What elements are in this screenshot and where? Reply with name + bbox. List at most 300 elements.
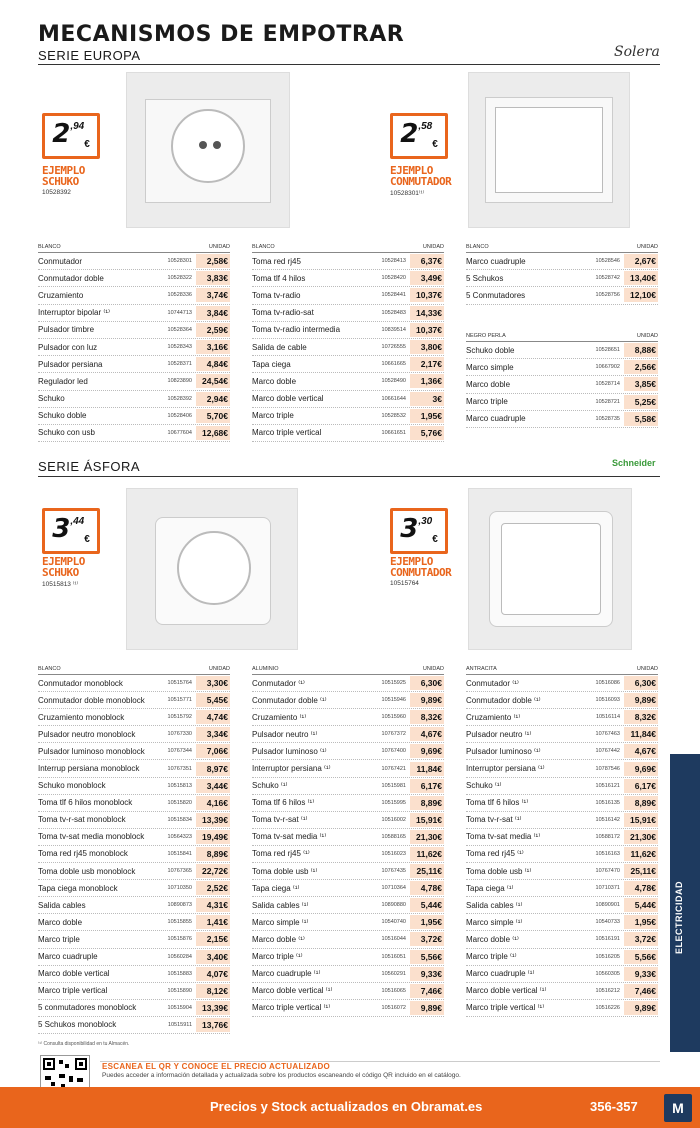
table-row xyxy=(252,692,444,709)
product-price: 19,49€ xyxy=(196,830,230,844)
product-name: Salida de cable xyxy=(252,342,307,352)
product-code: 10767470 xyxy=(595,868,620,875)
product-price: 3,85€ xyxy=(624,377,658,391)
product-name: Conmutador doble ⁽¹⁾ xyxy=(466,695,541,705)
product-price: 13,40€ xyxy=(624,271,658,285)
section-tab-electricidad: ELECTRICIDAD xyxy=(670,754,700,1052)
product-name: 5 Schukos xyxy=(466,273,504,283)
product-price: 8,89€ xyxy=(410,796,444,810)
table-row xyxy=(252,287,444,304)
product-price: 3,74€ xyxy=(196,288,230,302)
product-name: Toma tlf 4 hilos xyxy=(252,273,306,283)
table-row xyxy=(466,253,658,270)
product-code: 10515841 xyxy=(167,850,192,857)
table-row xyxy=(252,846,444,863)
product-code: 10528721 xyxy=(595,398,620,405)
product-price: 9,89€ xyxy=(624,693,658,707)
product-price: 8,89€ xyxy=(196,847,230,861)
product-code: 10528322 xyxy=(167,275,192,282)
product-code: 10516163 xyxy=(595,850,620,857)
product-name: Marco doble xyxy=(38,917,83,927)
table-row xyxy=(252,778,444,795)
table-row xyxy=(38,812,230,829)
product-name: Pulsador luminoso monoblock xyxy=(38,746,145,756)
product-name: Marco simple xyxy=(466,362,514,372)
product-price: 8,32€ xyxy=(624,710,658,724)
product-code: 10767442 xyxy=(595,748,620,755)
product-name: Tapa ciega monoblock xyxy=(38,883,118,893)
table-europa-blanco-3 xyxy=(466,244,658,305)
product-name: Toma tv-sat media ⁽¹⁾ xyxy=(252,832,327,842)
product-price: 9,69€ xyxy=(410,744,444,758)
table-row xyxy=(252,760,444,777)
product-code: 10767351 xyxy=(167,765,192,772)
table-row xyxy=(466,983,658,1000)
product-price: 2,52€ xyxy=(196,881,230,895)
table-row xyxy=(252,983,444,1000)
table-row xyxy=(466,812,658,829)
table-row xyxy=(466,1000,658,1017)
product-code: 10560305 xyxy=(595,970,620,977)
product-price: 6,17€ xyxy=(624,779,658,793)
table-row xyxy=(38,270,230,287)
product-price: 25,11€ xyxy=(624,864,658,878)
product-price: 4,78€ xyxy=(410,881,444,895)
table-row xyxy=(466,897,658,914)
table-header xyxy=(38,244,230,253)
product-price: 13,39€ xyxy=(196,813,230,827)
product-price: 4,67€ xyxy=(410,727,444,741)
product-name: Conmutador monoblock xyxy=(38,678,123,688)
product-code: 10767344 xyxy=(167,748,192,755)
product-code: 10516212 xyxy=(595,987,620,994)
product-price: 5,56€ xyxy=(624,950,658,964)
product-code: 10890873 xyxy=(167,902,192,909)
product-price: 5,44€ xyxy=(410,898,444,912)
solera-logo: Solera xyxy=(614,44,660,60)
product-name: Schuko con usb xyxy=(38,428,95,438)
product-price: 2,15€ xyxy=(196,932,230,946)
product-price: 11,84€ xyxy=(624,727,658,741)
product-code: 10661665 xyxy=(381,361,406,368)
product-code: 10823890 xyxy=(167,378,192,385)
table-row xyxy=(38,914,230,931)
product-price: 9,89€ xyxy=(410,693,444,707)
table-row xyxy=(38,863,230,880)
table-europa-blanco-1 xyxy=(38,244,230,442)
product-code: 10516114 xyxy=(595,714,620,721)
product-price: 11,84€ xyxy=(410,762,444,776)
product-code: 10528371 xyxy=(167,361,192,368)
product-name: Toma doble usb monoblock xyxy=(38,866,136,876)
product-code: 10515925 xyxy=(381,680,406,687)
product-code: 10528483 xyxy=(381,309,406,316)
product-code: 10839514 xyxy=(381,326,406,333)
table-row xyxy=(38,692,230,709)
product-name: Toma tv-sat media ⁽¹⁾ xyxy=(466,832,541,842)
product-name: 5 Conmutadores xyxy=(466,290,526,300)
product-name: Marco cuadruple xyxy=(466,256,526,266)
product-code: 10528343 xyxy=(167,344,192,351)
product-name: Marco doble vertical ⁽¹⁾ xyxy=(466,986,547,996)
table-header xyxy=(466,244,658,253)
product-name: Interruptor bipolar ⁽¹⁾ xyxy=(38,308,110,318)
product-name: Marco doble vertical xyxy=(38,969,110,979)
product-name: Conmutador doble xyxy=(38,273,104,283)
product-code: 10515792 xyxy=(167,714,192,721)
product-code: 10528420 xyxy=(381,275,406,282)
product-code: 10515995 xyxy=(381,799,406,806)
table-row xyxy=(38,1017,230,1034)
product-price: 8,88€ xyxy=(624,343,658,357)
product-name: Marco simple ⁽¹⁾ xyxy=(252,917,309,927)
product-name: 5 conmutadores monoblock xyxy=(38,1003,137,1013)
product-name: Toma doble usb ⁽¹⁾ xyxy=(252,866,318,876)
table-row xyxy=(466,342,658,359)
product-code: 10515883 xyxy=(167,970,192,977)
product-name: Schuko doble xyxy=(38,411,87,421)
table-row xyxy=(252,709,444,726)
table-row xyxy=(466,359,658,376)
table-row xyxy=(252,949,444,966)
product-name: Marco cuadruple xyxy=(38,952,98,962)
product-code: 10744713 xyxy=(167,309,192,316)
product-price: 1,95€ xyxy=(410,915,444,929)
product-price: 15,91€ xyxy=(624,813,658,827)
product-name: Toma tv-r-sat ⁽¹⁾ xyxy=(252,815,308,825)
table-row xyxy=(252,253,444,270)
product-name: Marco doble vertical xyxy=(252,394,324,404)
product-name: Tapa ciega ⁽¹⁾ xyxy=(252,883,300,893)
product-code: 10516226 xyxy=(595,1004,620,1011)
product-code: 10515813 xyxy=(167,782,192,789)
example-conmutador-europa: 2 ,58 € EJEMPLO CONMUTADOR 10528301⁽¹⁾ xyxy=(390,113,480,197)
product-name: Tapa ciega ⁽¹⁾ xyxy=(466,883,514,893)
product-name: Schuko xyxy=(38,394,65,404)
product-name: Toma tv-radio-sat xyxy=(252,308,314,318)
product-price: 9,89€ xyxy=(624,1001,658,1015)
product-price: 3,44€ xyxy=(196,779,230,793)
product-price: 11,62€ xyxy=(410,847,444,861)
product-price: 11,62€ xyxy=(624,847,658,861)
product-name: Marco doble xyxy=(466,379,511,389)
product-code: 10710364 xyxy=(381,885,406,892)
product-code: 10767421 xyxy=(381,765,406,772)
table-row xyxy=(38,743,230,760)
product-code: 10516086 xyxy=(595,680,620,687)
table-row xyxy=(252,812,444,829)
table-row xyxy=(466,949,658,966)
product-code: 10528742 xyxy=(595,275,620,282)
table-row xyxy=(252,425,444,442)
unit-label: UNIDAD xyxy=(636,666,658,672)
product-name: Cruzamiento monoblock xyxy=(38,712,125,722)
table-header xyxy=(252,666,444,675)
product-code: 10516142 xyxy=(595,816,620,823)
table-row xyxy=(252,931,444,948)
product-price: 10,37€ xyxy=(410,323,444,337)
product-price: 7,06€ xyxy=(196,744,230,758)
product-code: 10528546 xyxy=(595,258,620,265)
product-code: 10516191 xyxy=(595,936,620,943)
product-name: Cruzamiento ⁽¹⁾ xyxy=(252,712,307,722)
product-price: 8,12€ xyxy=(196,984,230,998)
product-code: 10515904 xyxy=(167,1004,192,1011)
product-name: Schuko ⁽¹⁾ xyxy=(252,781,288,791)
product-price: 2,94€ xyxy=(196,392,230,406)
product-code: 10515820 xyxy=(167,799,192,806)
table-row xyxy=(466,880,658,897)
product-code: 10515834 xyxy=(167,816,192,823)
table-row xyxy=(38,305,230,322)
product-code: 10528490 xyxy=(381,378,406,385)
product-name: Toma tlf 6 hilos ⁽¹⁾ xyxy=(252,798,315,808)
product-code: 10710350 xyxy=(167,885,192,892)
product-price: 3€ xyxy=(410,392,444,406)
product-name: Toma doble usb ⁽¹⁾ xyxy=(466,866,532,876)
product-price: 8,32€ xyxy=(410,710,444,724)
product-price: 9,69€ xyxy=(624,762,658,776)
table-row xyxy=(38,675,230,692)
product-name: Pulsador neutro ⁽¹⁾ xyxy=(466,729,532,739)
product-code: 10516205 xyxy=(595,953,620,960)
product-price: 6,17€ xyxy=(410,779,444,793)
table-row xyxy=(466,709,658,726)
product-price: 2,17€ xyxy=(410,357,444,371)
product-code: 10528406 xyxy=(167,412,192,419)
product-code: 10515764 xyxy=(167,680,192,687)
product-price: 10,37€ xyxy=(410,288,444,302)
product-code: 10516044 xyxy=(381,936,406,943)
page-title: MECANISMOS DE EMPOTRAR xyxy=(38,22,405,47)
table-row xyxy=(252,270,444,287)
product-code: 10528413 xyxy=(381,258,406,265)
product-price: 21,30€ xyxy=(410,830,444,844)
product-name: Toma tv-radio intermedia xyxy=(252,325,341,335)
product-name: Marco cuadruple ⁽¹⁾ xyxy=(466,969,535,979)
table-header xyxy=(466,333,658,342)
product-name: Marco triple vertical xyxy=(252,428,322,438)
table-asfora-blanco xyxy=(38,666,230,1034)
product-name: Cruzamiento xyxy=(38,290,84,300)
product-name: Pulsador neutro ⁽¹⁾ xyxy=(252,729,318,739)
table-row xyxy=(38,983,230,1000)
product-name: Marco triple xyxy=(466,397,508,407)
product-name: Conmutador doble ⁽¹⁾ xyxy=(252,695,327,705)
product-name: Schuko ⁽¹⁾ xyxy=(466,781,502,791)
product-price: 3,72€ xyxy=(624,932,658,946)
product-name: Salida cables ⁽¹⁾ xyxy=(466,900,523,910)
color-label: BLANCO xyxy=(252,244,275,250)
product-name: Marco doble ⁽¹⁾ xyxy=(466,934,519,944)
table-row xyxy=(252,408,444,425)
divider xyxy=(38,64,660,65)
table-row xyxy=(38,829,230,846)
product-code: 10588172 xyxy=(595,833,620,840)
table-row xyxy=(38,949,230,966)
table-row xyxy=(252,373,444,390)
product-code: 10516065 xyxy=(381,987,406,994)
product-price: 21,30€ xyxy=(624,830,658,844)
product-name: Regulador led xyxy=(38,376,88,386)
product-code: 10516135 xyxy=(595,799,620,806)
table-row xyxy=(252,675,444,692)
product-name: Pulsador neutro monoblock xyxy=(38,729,136,739)
color-label: BLANCO xyxy=(38,244,61,250)
color-label: ANTRACITA xyxy=(466,666,497,672)
schuko-asfora-photo xyxy=(126,488,298,650)
serie-asfora-heading: SERIE ÁSFORA xyxy=(38,459,141,474)
product-code: 10516072 xyxy=(381,1004,406,1011)
product-code: 10588165 xyxy=(381,833,406,840)
product-price: 3,16€ xyxy=(196,340,230,354)
product-code: 10726555 xyxy=(381,344,406,351)
product-price: 2,56€ xyxy=(624,360,658,374)
table-row xyxy=(466,846,658,863)
product-price: 5,44€ xyxy=(624,898,658,912)
product-code: 10767330 xyxy=(167,731,192,738)
table-row xyxy=(466,795,658,812)
serie-europa-heading: SERIE EUROPA xyxy=(38,48,141,63)
table-row xyxy=(252,726,444,743)
table-row xyxy=(466,743,658,760)
table-row xyxy=(252,305,444,322)
product-code: 10515946 xyxy=(381,697,406,704)
product-name: Marco triple xyxy=(252,411,294,421)
table-row xyxy=(252,914,444,931)
product-name: Pulsador persiana xyxy=(38,359,103,369)
product-code: 10528301 xyxy=(167,258,192,265)
product-name: Toma red rj45 ⁽¹⁾ xyxy=(466,849,524,859)
product-name: Toma tv-sat media monoblock xyxy=(38,832,145,842)
product-price: 12,10€ xyxy=(624,288,658,302)
table-row xyxy=(466,778,658,795)
table-row xyxy=(466,270,658,287)
table-row xyxy=(252,1000,444,1017)
table-row xyxy=(466,931,658,948)
table-row xyxy=(252,356,444,373)
table-row xyxy=(38,795,230,812)
table-row xyxy=(38,931,230,948)
product-code: 10515960 xyxy=(381,714,406,721)
table-row xyxy=(252,863,444,880)
product-code: 10540733 xyxy=(595,919,620,926)
table-row xyxy=(252,795,444,812)
table-row xyxy=(38,339,230,356)
product-name: Interruptor persiana ⁽¹⁾ xyxy=(252,764,331,774)
product-name: Toma tv-r-sat ⁽¹⁾ xyxy=(466,815,522,825)
product-name: Toma red rj45 ⁽¹⁾ xyxy=(252,849,310,859)
table-row xyxy=(38,408,230,425)
product-name: Cruzamiento ⁽¹⁾ xyxy=(466,712,521,722)
table-row xyxy=(466,914,658,931)
product-name: Interrup persiana monoblock xyxy=(38,764,140,774)
product-code: 10661651 xyxy=(381,429,406,436)
product-code: 10516121 xyxy=(595,782,620,789)
product-name: Marco triple vertical ⁽¹⁾ xyxy=(252,1003,331,1013)
product-price: 15,91€ xyxy=(410,813,444,827)
footer-link[interactable]: Precios y Stock actualizados en Obramat.es xyxy=(210,1099,483,1114)
unit-label: UNIDAD xyxy=(636,244,658,250)
product-price: 4,31€ xyxy=(196,898,230,912)
unit-label: UNIDAD xyxy=(636,333,658,339)
table-row xyxy=(252,880,444,897)
product-name: Conmutador xyxy=(38,256,83,266)
product-code: 10890901 xyxy=(595,902,620,909)
product-price: 5,25€ xyxy=(624,395,658,409)
obramat-logo: M xyxy=(664,1094,692,1122)
product-price: 22,72€ xyxy=(196,864,230,878)
product-price: 6,30€ xyxy=(410,676,444,690)
color-label: BLANCO xyxy=(466,244,489,250)
product-price: 3,83€ xyxy=(196,271,230,285)
product-code: 10710371 xyxy=(595,885,620,892)
product-name: Pulsador luminoso ⁽¹⁾ xyxy=(252,746,327,756)
product-price: 4,07€ xyxy=(196,967,230,981)
product-code: 10516051 xyxy=(381,953,406,960)
product-name: Marco doble xyxy=(252,376,297,386)
product-code: 10677604 xyxy=(167,429,192,436)
table-row xyxy=(38,897,230,914)
product-price: 6,37€ xyxy=(410,254,444,268)
color-label: BLANCO xyxy=(38,666,61,672)
product-name: Tapa ciega xyxy=(252,359,291,369)
product-name: 5 Schukos monoblock xyxy=(38,1020,117,1030)
product-code: 10890880 xyxy=(381,902,406,909)
product-name: Toma tlf 6 hilos monoblock xyxy=(38,798,133,808)
product-price: 1,95€ xyxy=(624,915,658,929)
product-code: 10767463 xyxy=(595,731,620,738)
product-price: 14,33€ xyxy=(410,306,444,320)
product-price: 3,40€ xyxy=(196,950,230,964)
table-row xyxy=(38,760,230,777)
product-name: Marco triple vertical ⁽¹⁾ xyxy=(466,1003,545,1013)
product-name: Toma red rj45 xyxy=(252,256,301,266)
product-name: Marco cuadruple xyxy=(466,414,526,424)
product-code: 10540740 xyxy=(381,919,406,926)
product-name: Marco triple xyxy=(38,934,80,944)
product-code: 10787546 xyxy=(595,765,620,772)
table-row xyxy=(252,829,444,846)
table-header xyxy=(252,244,444,253)
product-name: Salida cables xyxy=(38,900,86,910)
product-name: Conmutador doble monoblock xyxy=(38,695,145,705)
product-name: Marco doble vertical ⁽¹⁾ xyxy=(252,986,333,996)
product-code: 10515890 xyxy=(167,987,192,994)
product-name: Marco simple ⁽¹⁾ xyxy=(466,917,523,927)
product-name: Interruptor persiana ⁽¹⁾ xyxy=(466,764,545,774)
schneider-logo: Schneider xyxy=(612,458,656,468)
product-name: Marco triple ⁽¹⁾ xyxy=(252,952,303,962)
table-row xyxy=(252,391,444,408)
product-price: 2,59€ xyxy=(196,323,230,337)
table-header xyxy=(38,666,230,675)
product-code: 10528756 xyxy=(595,292,620,299)
product-name: Schuko doble xyxy=(466,345,515,355)
table-row xyxy=(38,322,230,339)
table-europa-negro-perla xyxy=(466,333,658,428)
table-row xyxy=(466,287,658,304)
product-code: 10528441 xyxy=(381,292,406,299)
color-label: ALUMINIO xyxy=(252,666,279,672)
table-europa-blanco-2 xyxy=(252,244,444,442)
table-row xyxy=(38,880,230,897)
product-name: Conmutador ⁽¹⁾ xyxy=(466,678,519,688)
product-code: 10528532 xyxy=(381,412,406,419)
table-row xyxy=(38,391,230,408)
product-price: 1,41€ xyxy=(196,915,230,929)
table-row xyxy=(252,743,444,760)
